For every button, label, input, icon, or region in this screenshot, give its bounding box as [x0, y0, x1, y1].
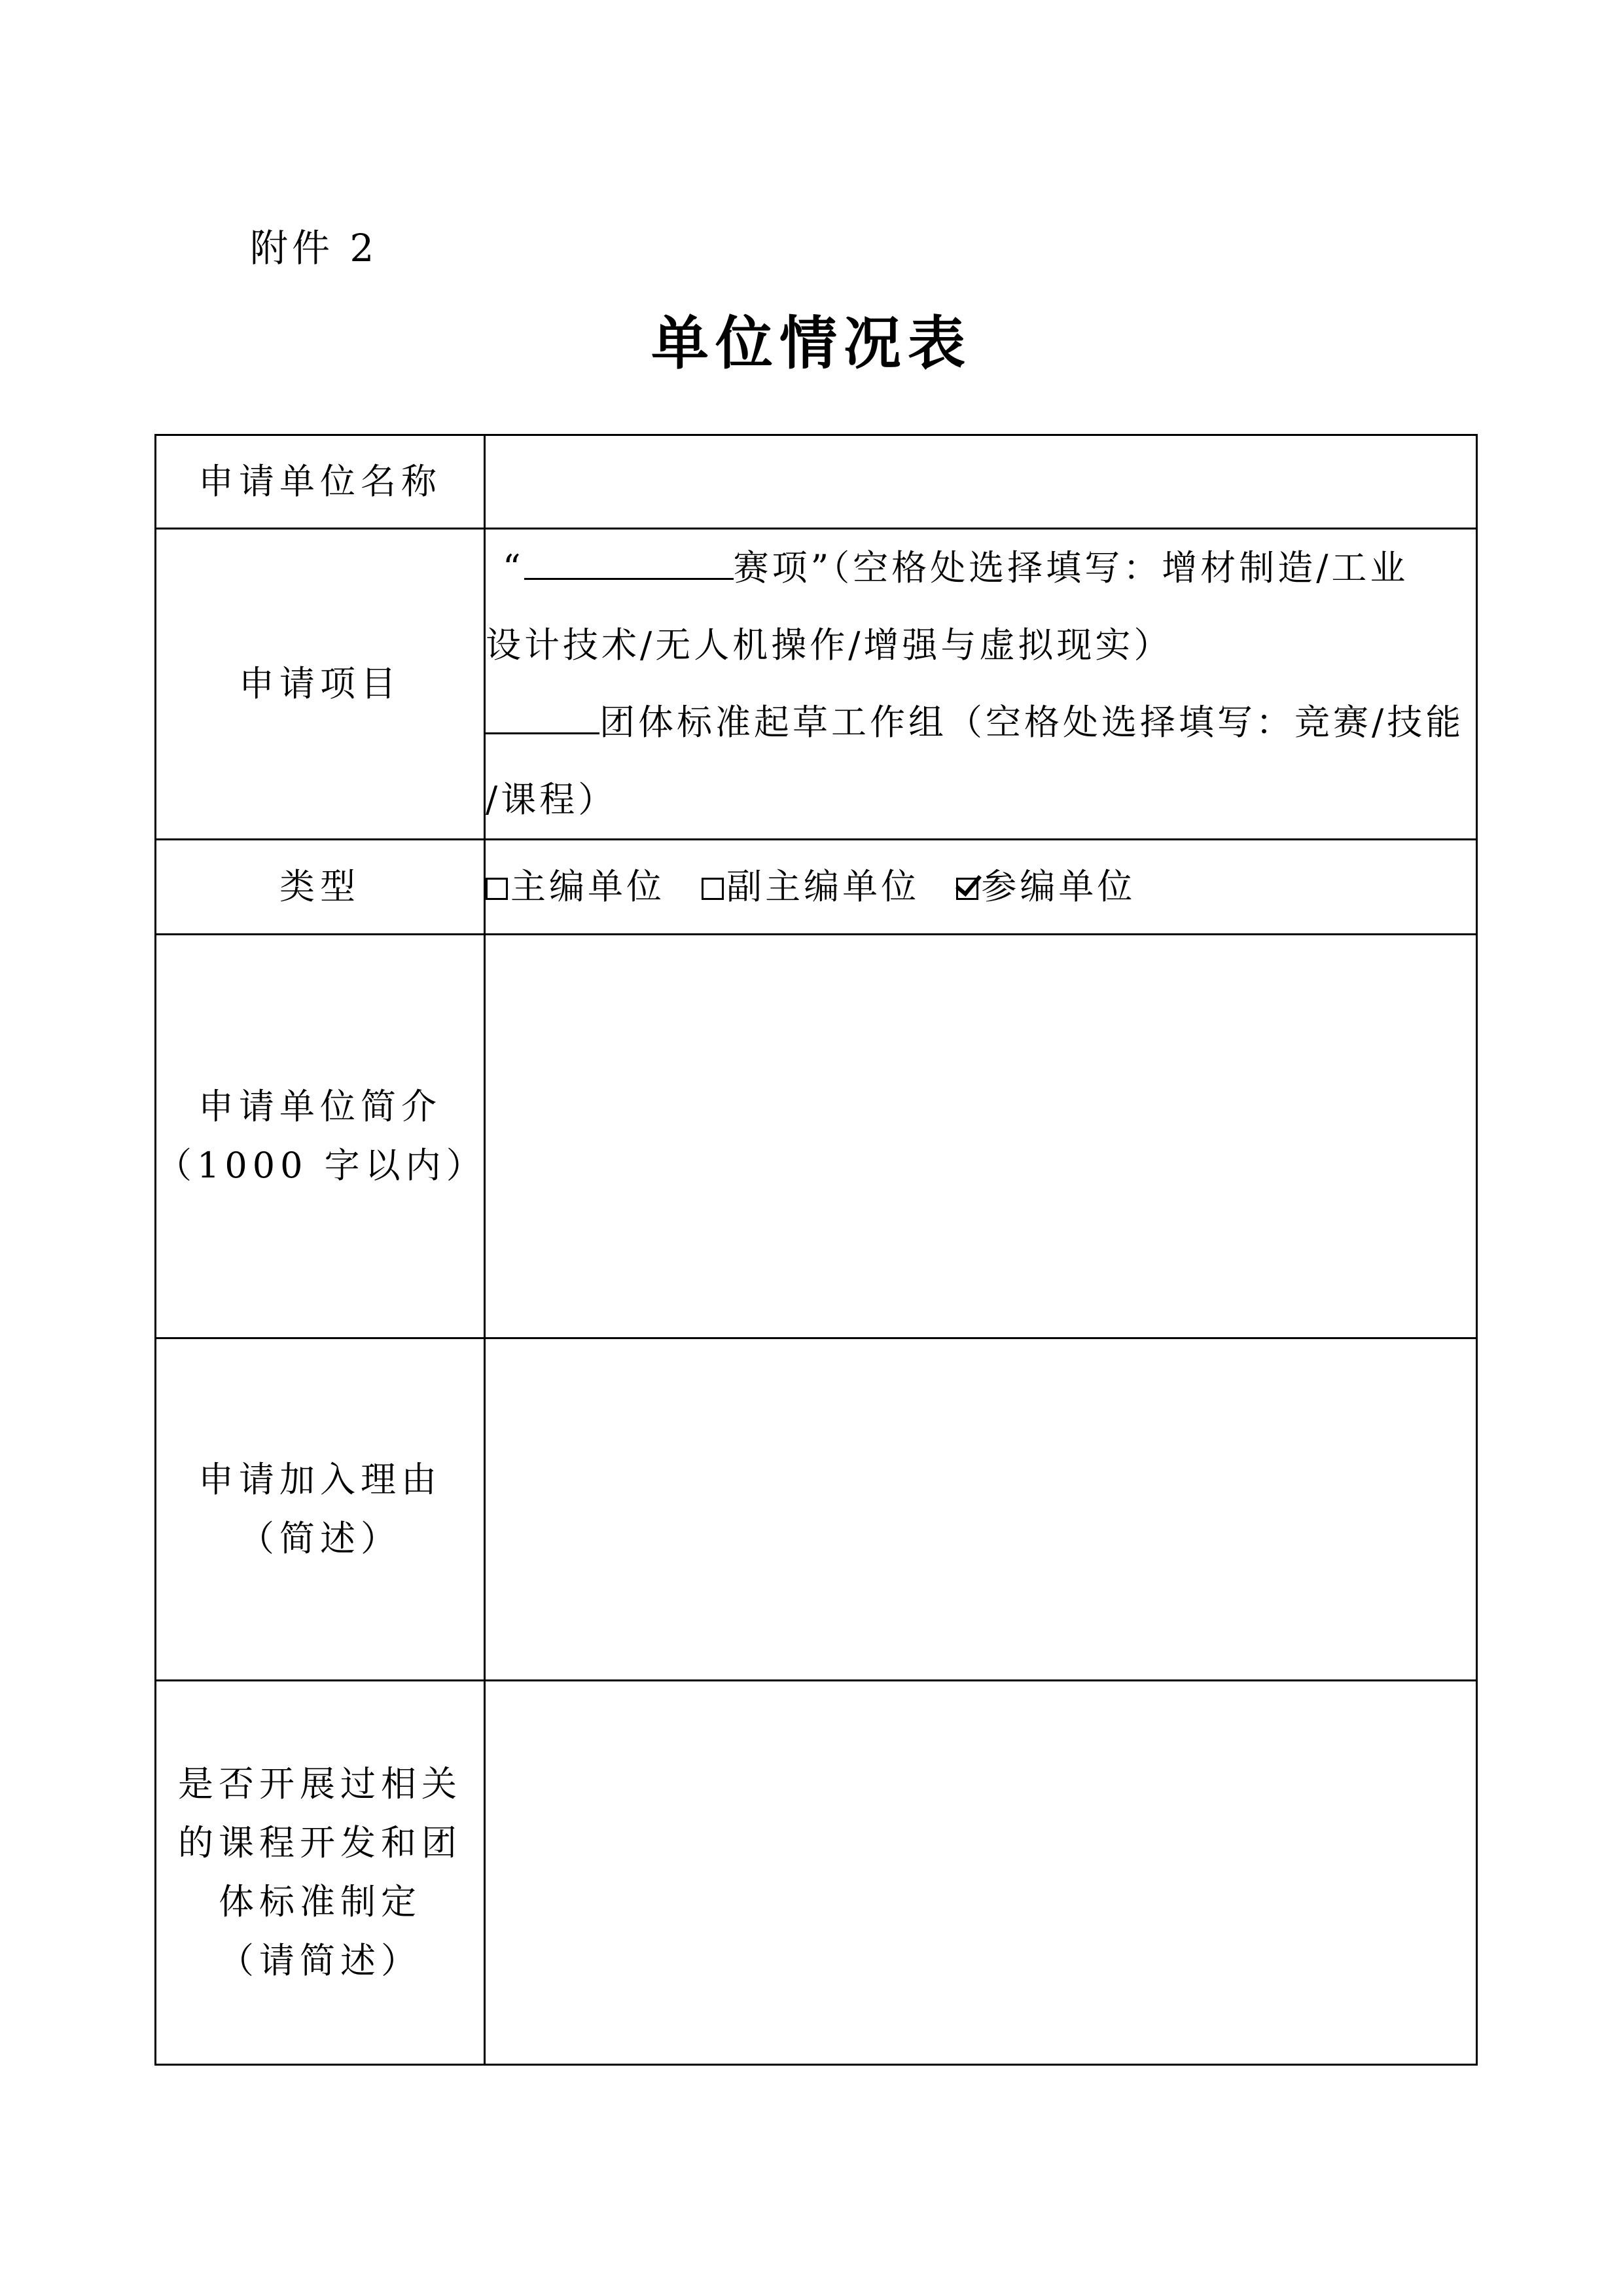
- table-row: [156, 1338, 1477, 1681]
- type-label: 类型: [156, 840, 485, 935]
- table-row: [156, 935, 1477, 1338]
- history-field[interactable]: [485, 1681, 1477, 2065]
- page-title: 单位情况表: [651, 310, 972, 377]
- quote-open: “: [503, 547, 524, 588]
- intro-label: 申请单位简介 （1000 字以内）: [156, 935, 485, 1338]
- option-participating-editor[interactable]: [956, 866, 1135, 907]
- project-line-3: [486, 684, 1476, 761]
- option-label: 副主编单位: [726, 866, 920, 907]
- project-field[interactable]: [485, 529, 1477, 840]
- table-row: [156, 529, 1477, 840]
- option-label: 参编单位: [981, 866, 1136, 907]
- reason-field[interactable]: [485, 1338, 1477, 1681]
- workgroup-blank[interactable]: [486, 697, 599, 734]
- unit-info-table: [154, 434, 1478, 2066]
- table-row: [156, 1681, 1477, 2065]
- option-deputy-editor[interactable]: [702, 866, 919, 907]
- project-line-1: [486, 529, 1476, 607]
- project-label: 申请项目: [156, 529, 485, 840]
- checkbox-icon[interactable]: [702, 878, 724, 900]
- attachment-label: 附件 2: [250, 226, 378, 270]
- project-line-2: 设计技术/无人机操作/增强与虚拟现实）: [486, 624, 1173, 666]
- unit-name-field[interactable]: [485, 435, 1477, 529]
- unit-name-label: 申请单位名称: [156, 435, 485, 529]
- table-row: [156, 435, 1477, 529]
- competition-blank[interactable]: [524, 543, 734, 580]
- project-line-3-text: 团体标准起草工作组（空格处选择填写：竞赛/技能: [599, 702, 1465, 743]
- type-options: [485, 840, 1477, 935]
- option-label: 主编单位: [510, 866, 665, 907]
- option-chief-editor[interactable]: [486, 866, 665, 907]
- project-line-1-text: 赛项”（空格处选择填写：增材制造/工业: [733, 547, 1409, 588]
- checked-checkbox-icon[interactable]: [956, 878, 978, 900]
- intro-field[interactable]: [485, 935, 1477, 1338]
- history-label: 是否开展过相关 的课程开发和团 体标准制定 （请简述）: [156, 1681, 485, 2065]
- reason-label: 申请加入理由 （简述）: [156, 1338, 485, 1681]
- table-row: [156, 840, 1477, 935]
- checkbox-icon[interactable]: [486, 878, 508, 900]
- project-line-4: /课程）: [486, 779, 617, 820]
